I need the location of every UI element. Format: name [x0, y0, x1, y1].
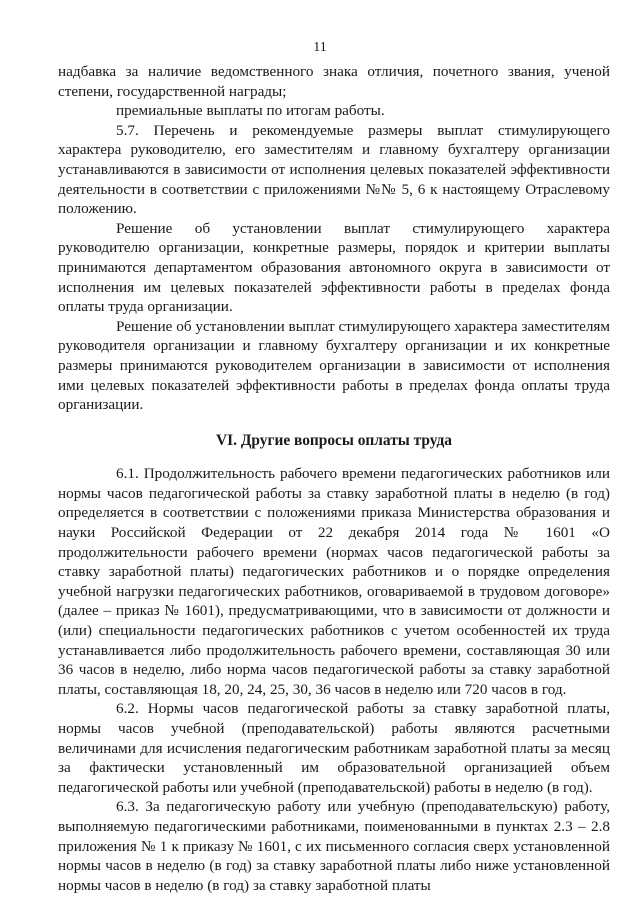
- paragraph-award-bonus: надбавка за наличие ведомственного знака отличия, почетного звания, ученой степени, государственной награды;: [58, 63, 610, 100]
- paragraph-6-3: 6.3. За педагогическую работу или учебную (преподавательскую) работу, выполняемую педагогическими работниками, поименованными в пунктах 2.3 – 2.8 приложения № 1 к приказу № 1601, с их письменного согласия сверх установленной нормы часов в неделю (в год) за ставку заработной платы либо ниже установленной нормы часов в неделю (в год) за ставку заработной платы: [58, 798, 610, 894]
- document-body: [58, 62, 610, 895]
- paragraph-premium-payments: премиальные выплаты по итогам работы.: [116, 102, 385, 120]
- paragraph-6-2: 6.2. Нормы часов педагогической работы за ставку заработной платы, нормы часов учебной (преподавательской) работы являются расчетными величинами для исчисления педагогическим работникам заработной платы за месяц за фактически установленный им образовательной организацией объем педагогической работы или учебной (преподавательской) работы в неделю (в год).: [58, 700, 610, 796]
- paragraph-director-decision: Решение об установлении выплат стимулирующего характера руководителю организации, конкретные размеры, порядок и критерии выплаты принимаются департаментом образования автономного округа в зависимости от исполнения им целевых показателей эффективности работы в пределах фонда оплаты труда организации.: [58, 219, 610, 316]
- page-number: 11: [313, 40, 327, 55]
- section-heading: VI. Другие вопросы оплаты труда: [216, 431, 452, 449]
- paragraph-5-7: 5.7. Перечень и рекомендуемые размеры выплат стимулирующего характера руководителю, его заместителям и главному бухгалтеру организации устанавливаются в зависимости от исполнения целевых показателей эффективности деятельности в соответствии с приложениями №№ 5, 6 к настоящему Отраслевому положению.: [58, 121, 610, 218]
- paragraph-6-1: 6.1. Продолжительность рабочего времени педагогических работников или нормы часов педагогической работы за ставку заработной платы в неделю (в год) определяется в соответствии с положениями приказа Министерства образования и науки Российской Федерации от 22 декабря 2014 года № 1601 «О продолжительности рабочего времени (нормах часов педагогической работы за ставку заработной платы) педагогических работников и о порядке определения учебной нагрузки педагогических работников, оговариваемой в трудовом договоре» (далее – приказ № 1601), предусматривающими, что в зависимости от должности и (или) специальности педагогических работников с учетом особенностей их труда устанавливается либо продолжительность рабочего времени, составляющая 30 или 36 часов в неделю, либо норма часов педагогической работы за ставку заработной платы, составляющая 18, 20, 24, 25, 30, 36 часов в неделю или 720 часов в год.: [58, 465, 610, 698]
- paragraph-deputy-decision: Решение об установлении выплат стимулирующего характера заместителям руководителя организации и главному бухгалтеру организации и их конкретные размеры принимаются руководителем организации в зависимости от исполнения ими целевых показателей эффективности работы в пределах фонда оплаты труда организации.: [58, 317, 610, 414]
